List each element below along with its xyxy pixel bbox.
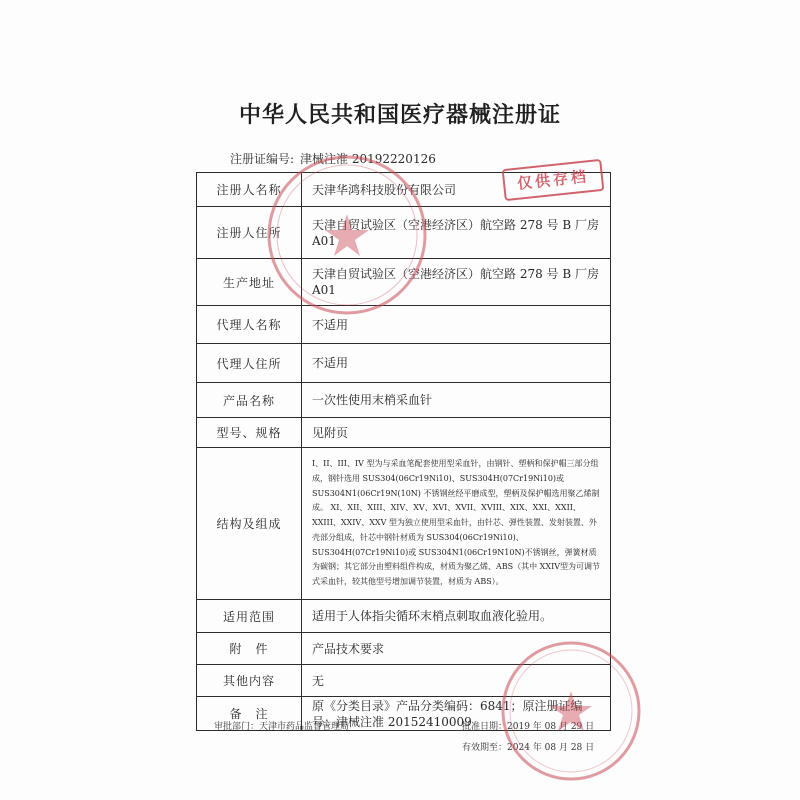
row-label: 其他内容 bbox=[197, 665, 302, 697]
archive-stamp: 仅供存档 bbox=[502, 159, 605, 201]
row-label: 生产地址 bbox=[197, 259, 302, 306]
row-value: 无 bbox=[302, 665, 611, 697]
row-value: 适用于人体指尖循环末梢点刺取血液化验用。 bbox=[302, 600, 611, 633]
table-row bbox=[197, 259, 611, 306]
table-row bbox=[197, 344, 611, 383]
approver-label: 审批部门： bbox=[214, 722, 260, 732]
row-value: 产品技术要求 bbox=[302, 633, 611, 665]
table-row bbox=[197, 665, 611, 697]
row-label: 适用范围 bbox=[197, 600, 302, 633]
registration-number-label: 注册证编号: bbox=[230, 152, 295, 166]
valid-until-label: 有效期至： bbox=[462, 743, 508, 753]
valid-until-value: 2024 年 08 月 28 日 bbox=[507, 743, 595, 753]
row-label: 注册人住所 bbox=[197, 207, 302, 259]
row-value: 见附页 bbox=[302, 418, 611, 448]
row-label: 备 注 bbox=[197, 697, 302, 731]
row-value: 天津自贸试验区（空港经济区）航空路 278 号 B 厂房 A01 bbox=[302, 259, 611, 306]
row-value: 不适用 bbox=[302, 306, 611, 344]
row-value: 一次性使用末梢采血针 bbox=[302, 383, 611, 418]
approval-date-value: 2019 年 08 月 29 日 bbox=[507, 722, 595, 732]
row-value: I、II、III、IV 型为与采血笔配套使用型采血针，由钢针、塑柄和保护帽三部分组成，钢针选用 SUS304(06Cr19Ni10)、SUS304H(07Cr19Ni10)或 SUS304N1(06Cr19N(10N) 不锈钢丝经平磨成型，塑柄及保护帽选用聚乙烯制成。 XI、XII、XIII、XIV、XV、XVI、XVII、XVIII、XIX、XXI、XXII、XXIII、XXIV、XXV 型为独立使用型采血针，由针芯、弹性装置、发射装置、外壳部分组成，针芯中钢针材质为 SUS304(06Cr19Ni10)、SUS304H(07Cr19Ni10)或 SUS304N1(06Cr19N10N)不锈钢丝，弹簧材质为碳钢；其它部分由塑料组件构成，材质为聚乙烯、ABS（其中 XXIV型为可调节式采血针，较其他型号增加调节装置，材质为 ABS）。 bbox=[302, 448, 611, 600]
table-row bbox=[197, 448, 611, 600]
table-row bbox=[197, 418, 611, 448]
table-row bbox=[197, 600, 611, 633]
table-row bbox=[197, 306, 611, 344]
registration-number-value: 津械注准 20192220126 bbox=[300, 152, 436, 166]
row-value: 天津华鸿科技股份有限公司 bbox=[302, 173, 611, 207]
table-row bbox=[197, 383, 611, 418]
registration-number bbox=[230, 150, 436, 167]
row-label: 代理人名称 bbox=[197, 306, 302, 344]
row-label: 型号、规格 bbox=[197, 418, 302, 448]
approval-date bbox=[462, 719, 594, 732]
document-title: 中华人民共和国医疗器械注册证 bbox=[238, 102, 561, 128]
row-label: 代理人住所 bbox=[197, 344, 302, 383]
approver-value: 天津市药品监督管理局 bbox=[259, 722, 350, 732]
row-label: 注册人名称 bbox=[197, 173, 302, 207]
table-row bbox=[197, 207, 611, 259]
row-value: 不适用 bbox=[302, 344, 611, 383]
valid-until bbox=[462, 740, 594, 753]
row-label: 产品名称 bbox=[197, 383, 302, 418]
table-row bbox=[197, 633, 611, 665]
row-label: 附 件 bbox=[197, 633, 302, 665]
row-label: 结构及组成 bbox=[197, 448, 302, 600]
approval-date-label: 批准日期： bbox=[462, 722, 508, 732]
approver bbox=[214, 719, 349, 732]
row-value: 天津自贸试验区（空港经济区）航空路 278 号 B 厂房 A01 bbox=[302, 207, 611, 259]
certificate-table bbox=[196, 172, 611, 731]
row-value: 原《分类目录》产品分类编码：6841；原注册证编号：津械注准 20152410009 bbox=[302, 697, 611, 731]
